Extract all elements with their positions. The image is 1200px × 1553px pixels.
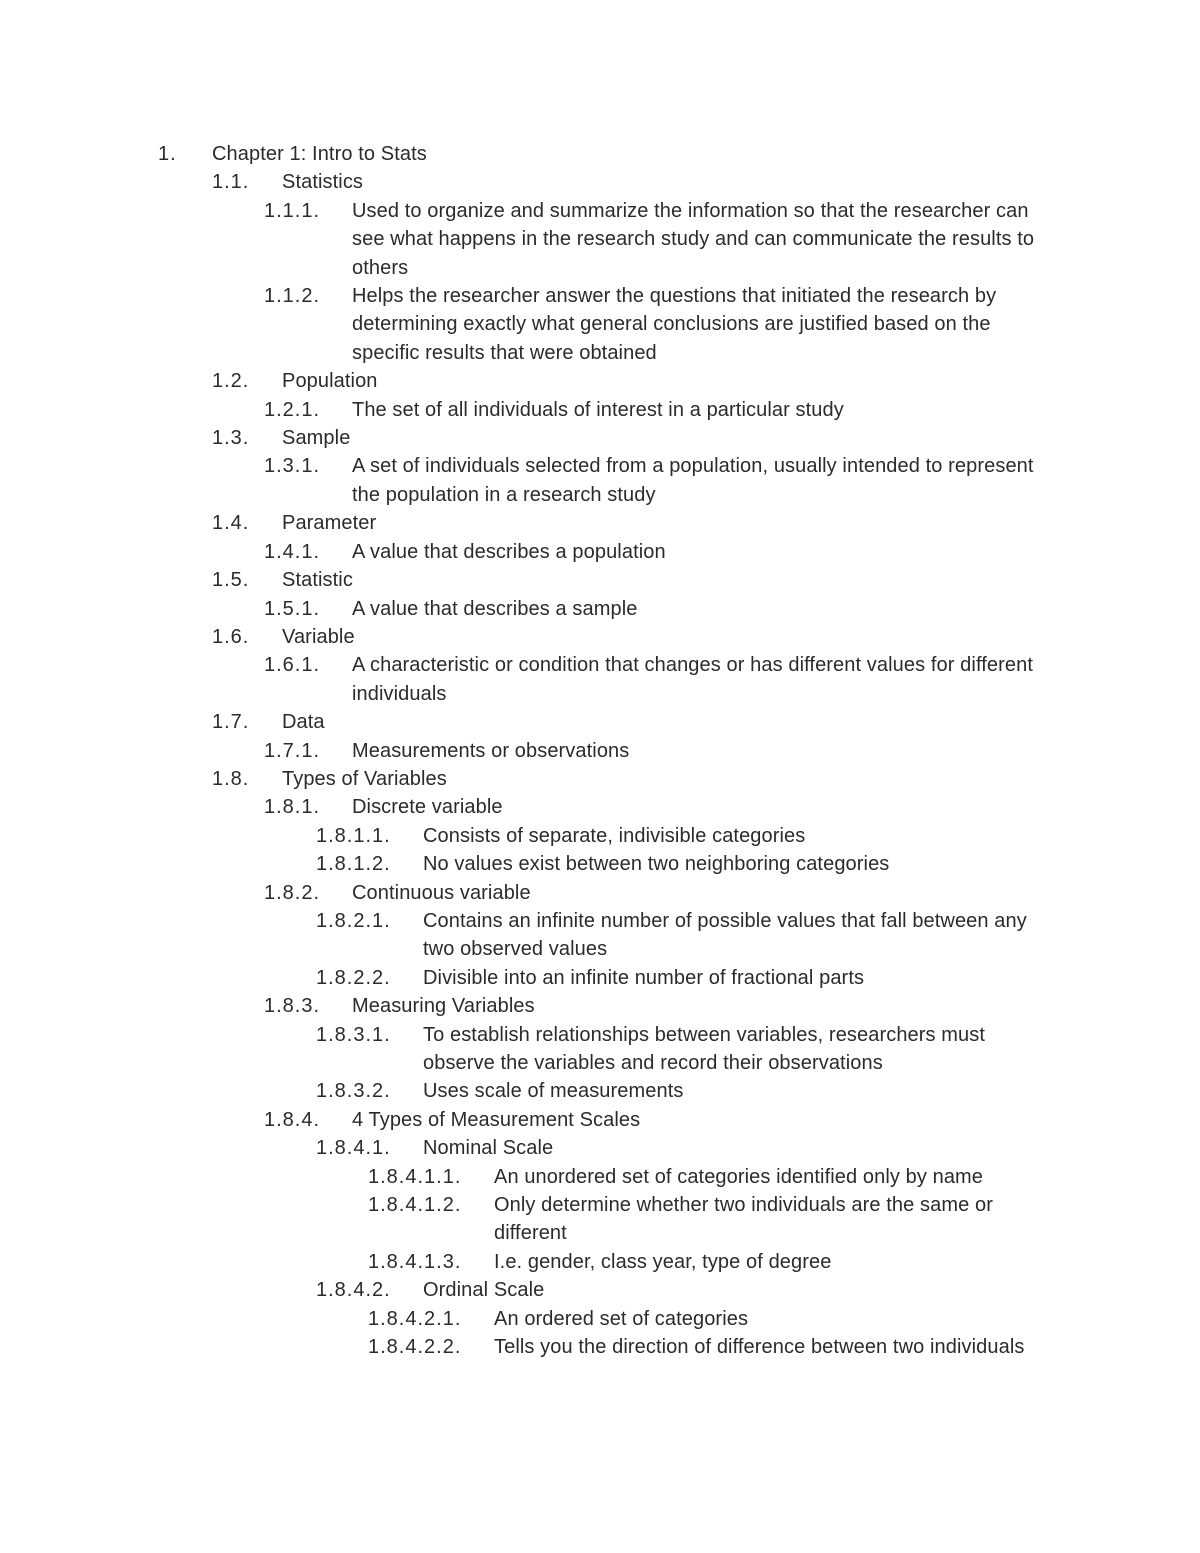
outline-item xyxy=(0,1305,1200,1333)
outline-item-text: 4 Types of Measurement Scales xyxy=(352,1108,641,1131)
outline-item-text: Parameter xyxy=(282,512,377,535)
outline-item-number: 1.8.4.1.1. xyxy=(368,1165,462,1188)
outline-item-number: 1.7. xyxy=(212,711,250,734)
outline-item-number: 1.5.1. xyxy=(264,597,321,620)
outline-item xyxy=(0,452,1200,509)
outline-item-number: 1.8. xyxy=(212,767,250,790)
outline-item xyxy=(0,1106,1200,1134)
outline-item-text: Tells you the direction of difference between two individuals xyxy=(494,1336,1025,1359)
outline-item-text: An ordered set of categories xyxy=(494,1307,749,1330)
outline-item-number: 1.1. xyxy=(212,171,250,194)
outline-item xyxy=(0,1077,1200,1105)
outline-item-text: An unordered set of categories identified only by name xyxy=(494,1165,984,1188)
outline-item xyxy=(0,765,1200,793)
outline-item-text: A characteristic or condition that changes or has different values for different individuals xyxy=(352,654,1033,705)
outline-item-number: 1.8.2.1. xyxy=(316,909,391,932)
outline-item-number: 1.8.4.2.1. xyxy=(368,1307,462,1330)
outline-item xyxy=(0,793,1200,821)
outline-item-text: A value that describes a sample xyxy=(352,597,638,620)
outline-list xyxy=(0,140,1200,1361)
outline-item-number: 1.3.1. xyxy=(264,455,321,478)
outline-item xyxy=(0,168,1200,196)
outline-item-number: 1.8.4.1. xyxy=(316,1137,391,1160)
outline-item xyxy=(0,1163,1200,1191)
outline-item xyxy=(0,1191,1200,1248)
outline-item-text: Ordinal Scale xyxy=(423,1279,545,1302)
outline-item-text: Contains an infinite number of possible values that fall between any two observed values xyxy=(423,909,1027,961)
outline-item-number: 1.4.1. xyxy=(264,540,321,563)
outline-item xyxy=(0,1021,1200,1078)
outline-item-text: Continuous variable xyxy=(352,881,531,904)
outline-item xyxy=(0,1333,1200,1361)
outline-item-text: Variable xyxy=(282,625,355,648)
outline-item-number: 1. xyxy=(158,143,177,165)
outline-item-text: The set of all individuals of interest in a particular study xyxy=(352,398,844,421)
outline-item-number: 1.4. xyxy=(212,512,250,535)
outline-item-text: Population xyxy=(282,370,378,393)
outline-item-text: Data xyxy=(282,711,325,734)
outline-item xyxy=(0,396,1200,424)
outline-item-text: Measurements or observations xyxy=(352,739,630,762)
outline-item-number: 1.1.1. xyxy=(264,199,321,222)
outline-item xyxy=(0,282,1200,367)
outline-item-text: Chapter 1: Intro to Stats xyxy=(212,143,427,165)
outline-item-number: 1.8.3.2. xyxy=(316,1080,391,1103)
outline-item xyxy=(0,197,1200,282)
outline-item-text: Nominal Scale xyxy=(423,1137,554,1160)
outline-item-text: Sample xyxy=(282,427,351,450)
outline-item-number: 1.7.1. xyxy=(264,739,321,762)
outline-item-text: I.e. gender, class year, type of degree xyxy=(494,1250,832,1273)
outline-item-text: Types of Variables xyxy=(282,767,447,790)
outline-item xyxy=(0,623,1200,651)
outline-item-number: 1.6. xyxy=(212,625,250,648)
outline-item-number: 1.8.1.1. xyxy=(316,824,391,847)
outline-item xyxy=(0,822,1200,850)
outline-item-number: 1.8.4.1.2. xyxy=(368,1194,462,1217)
outline-item-number: 1.8.3.1. xyxy=(316,1023,391,1046)
outline-item-number: 1.8.3. xyxy=(264,995,321,1018)
outline-item-number: 1.8.4.2.2. xyxy=(368,1336,462,1359)
outline-item-text: No values exist between two neighboring categories xyxy=(423,853,890,876)
outline-item xyxy=(0,509,1200,537)
outline-item-number: 1.8.1. xyxy=(264,796,321,819)
outline-item xyxy=(0,850,1200,878)
outline-item-number: 1.6.1. xyxy=(264,654,321,677)
outline-item-text: Helps the researcher answer the questions that initiated the research by determining exactly what general conclusions are justified based on the specific results that were obtained xyxy=(352,285,997,364)
outline-item-text: A value that describes a population xyxy=(352,540,666,563)
outline-item xyxy=(0,538,1200,566)
outline-item-number: 1.8.4.2. xyxy=(316,1279,391,1302)
outline-item-number: 1.1.2. xyxy=(264,285,321,308)
outline-item xyxy=(0,651,1200,708)
outline-item xyxy=(0,566,1200,594)
outline-item-text: Uses scale of measurements xyxy=(423,1080,684,1103)
outline-item-text: Measuring Variables xyxy=(352,995,535,1018)
outline-item xyxy=(0,737,1200,765)
outline-item-number: 1.8.4. xyxy=(264,1108,321,1131)
outline-item xyxy=(0,1248,1200,1276)
outline-item-text: Statistics xyxy=(282,171,364,194)
outline-item-text: Statistic xyxy=(282,569,353,592)
outline-item-number: 1.3. xyxy=(212,427,250,450)
outline-item-number: 1.8.2. xyxy=(264,881,321,904)
outline-item-text: Used to organize and summarize the information so that the researcher can see what happens in the research study and can communicate the results to others xyxy=(352,199,1035,279)
outline-item xyxy=(0,1276,1200,1304)
outline-item xyxy=(0,879,1200,907)
outline-item xyxy=(0,907,1200,964)
outline-item xyxy=(0,367,1200,395)
outline-item-number: 1.5. xyxy=(212,569,250,592)
outline-item-number: 1.2. xyxy=(212,370,250,393)
outline-item-number: 1.8.2.2. xyxy=(316,966,391,989)
outline-item-number: 1.8.1.2. xyxy=(316,853,391,876)
outline-item-text: Discrete variable xyxy=(352,796,503,819)
outline-item xyxy=(0,708,1200,736)
outline-item-number: 1.2.1. xyxy=(264,398,321,421)
outline-item xyxy=(0,595,1200,623)
outline-item-text: A set of individuals selected from a population, usually intended to represent the population in a research study xyxy=(352,455,1034,506)
outline-item xyxy=(0,424,1200,452)
outline-item-number: 1.8.4.1.3. xyxy=(368,1250,462,1273)
outline-item-text: Consists of separate, indivisible categories xyxy=(423,824,806,847)
outline-item xyxy=(0,140,1200,168)
outline-item xyxy=(0,964,1200,992)
outline-item xyxy=(0,992,1200,1020)
outline-item xyxy=(0,1134,1200,1162)
outline-item-text: Divisible into an infinite number of fractional parts xyxy=(423,966,865,989)
outline-item-text: Only determine whether two individuals are the same or different xyxy=(494,1194,993,1245)
outline-item-text: To establish relationships between variables, researchers must observe the variables and record their observations xyxy=(423,1023,986,1074)
